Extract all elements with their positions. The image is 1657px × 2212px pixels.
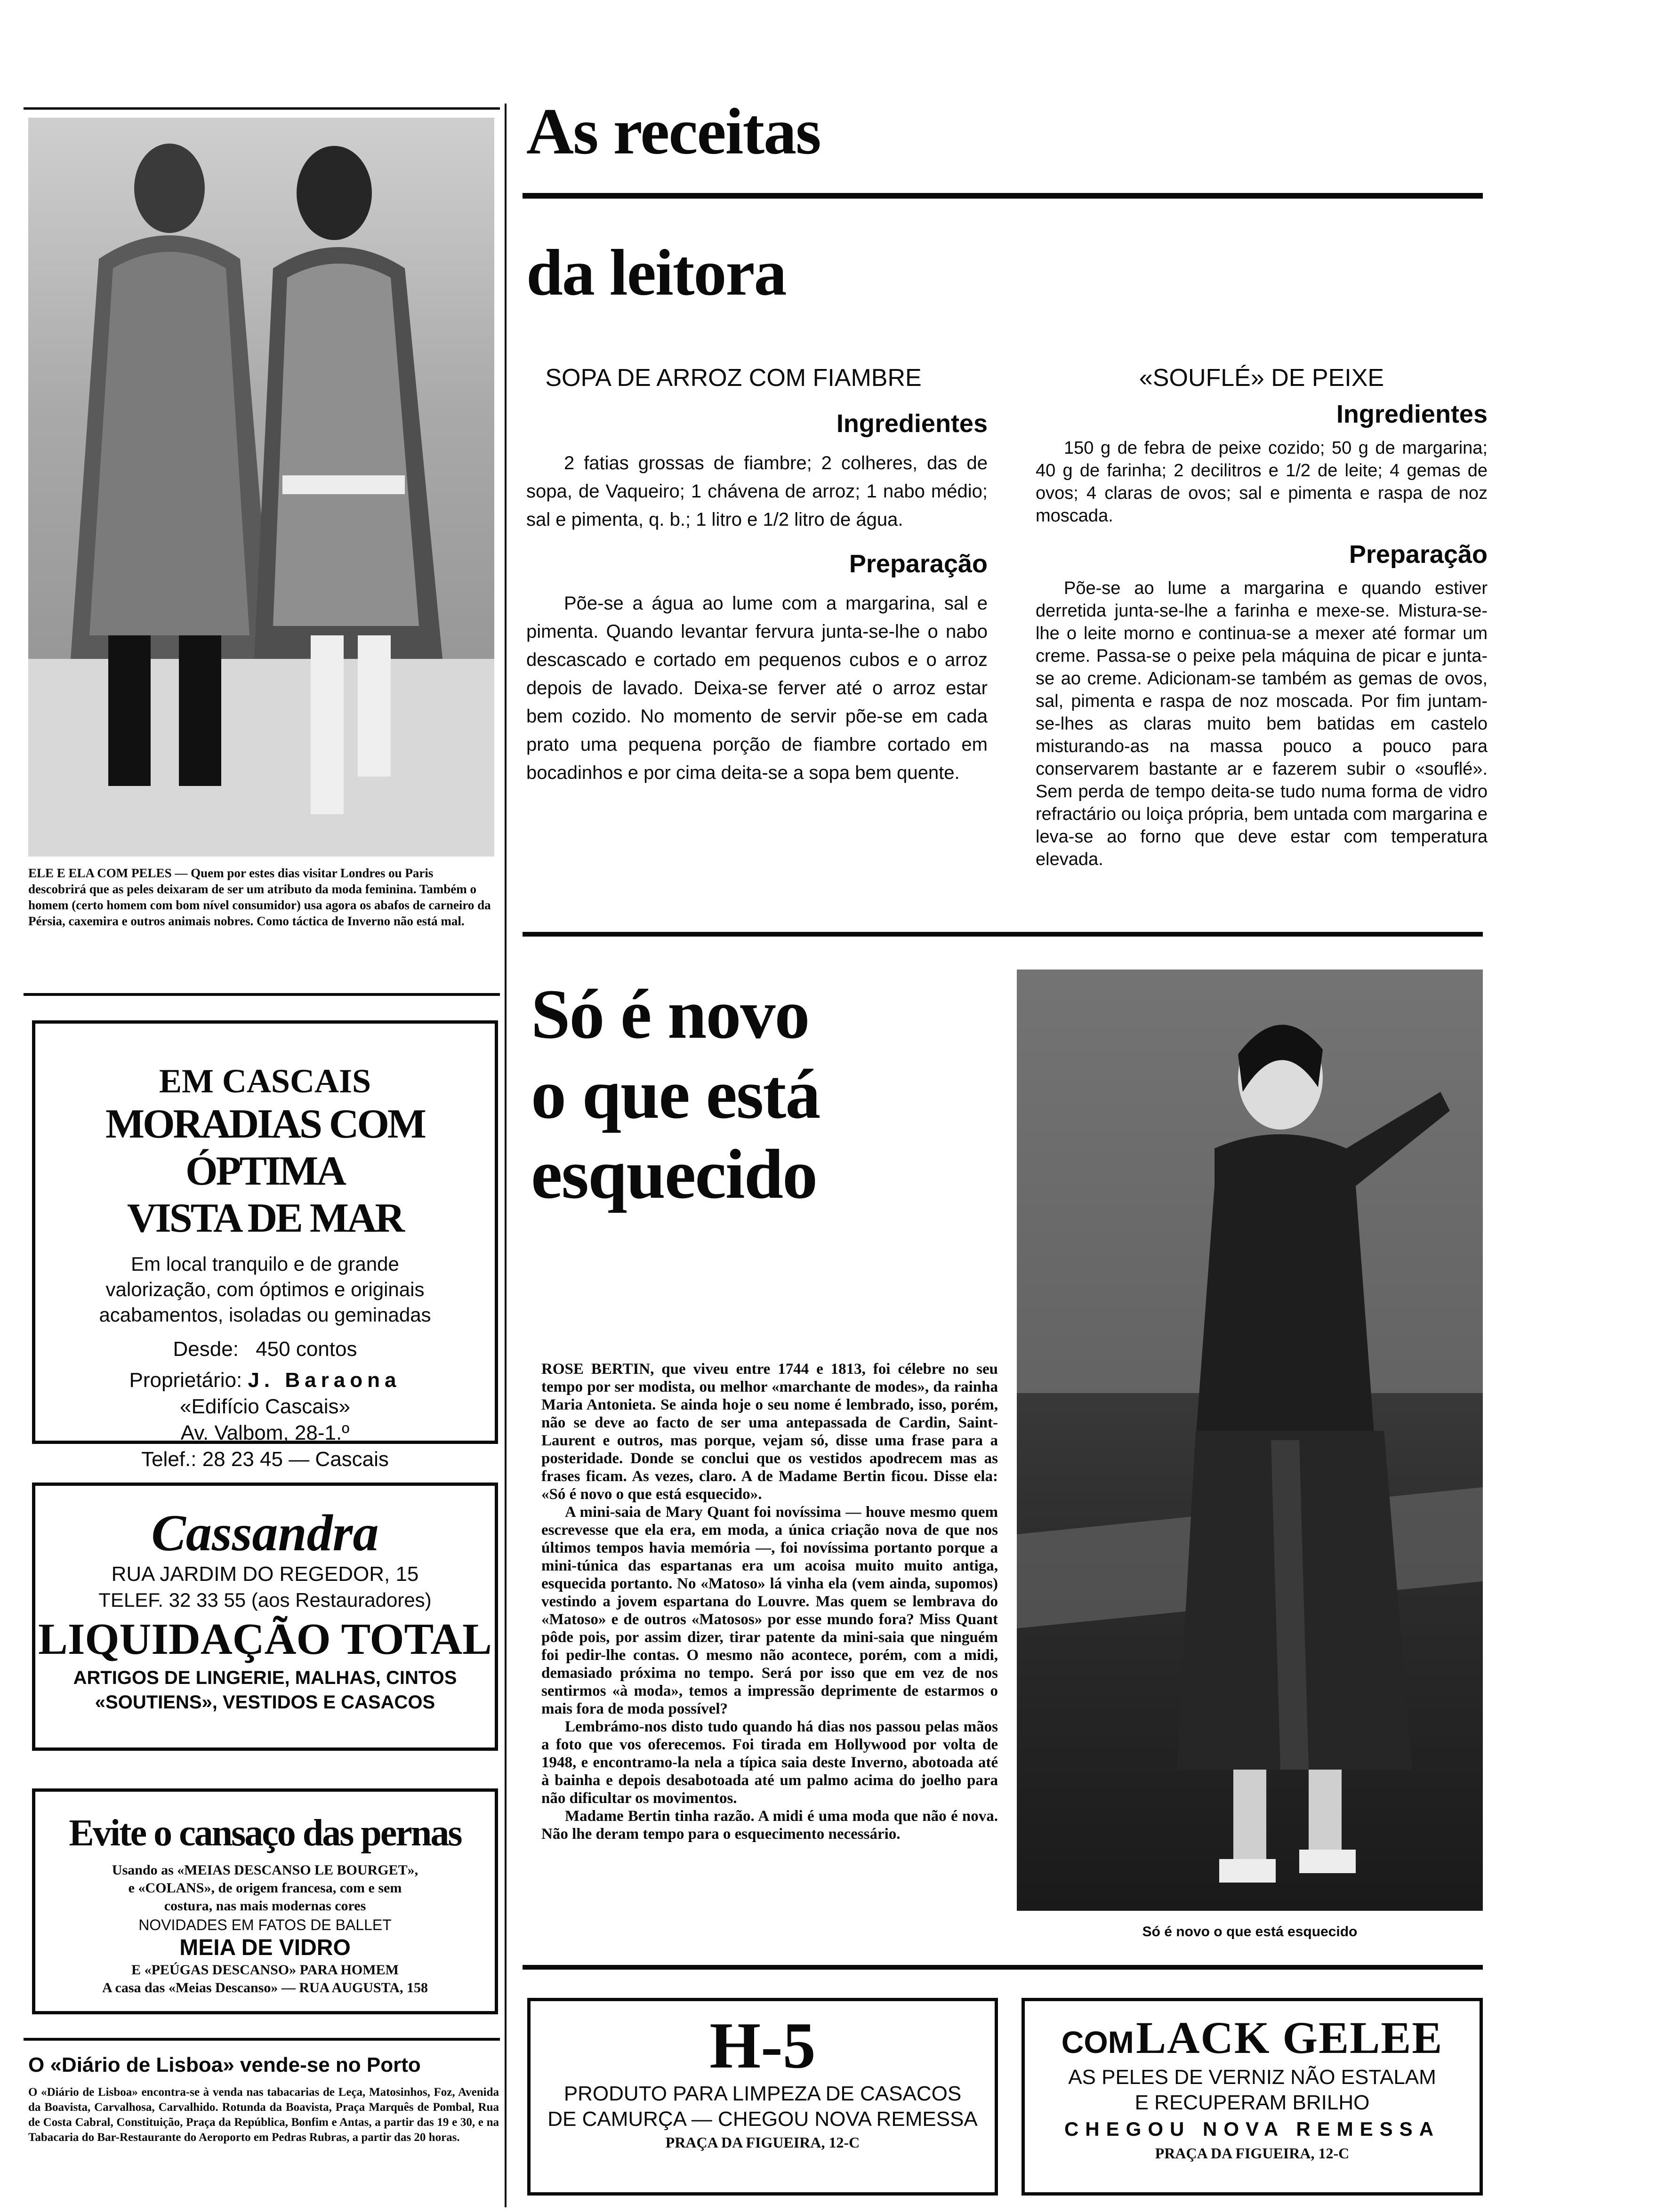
ad-cascais-price bbox=[35, 1336, 495, 1362]
ad-cascais-owner-label: Proprietário: bbox=[129, 1369, 242, 1392]
ad-pernas-line5: MEIA DE VIDRO bbox=[179, 1935, 351, 1960]
rule-after-recipes bbox=[523, 932, 1483, 937]
recipe2-ingredients: 150 g de febra de peixe cozido; 50 g de margarina; 40 g de farinha; 2 decilitros e 1/2 de leite; 4 gemas de ovos; 4 claras de ovos; sal e pimenta e raspa de noz moscada. bbox=[1036, 438, 1488, 526]
article-p4: Madame Bertin tinha razão. A midi é uma moda que não é nova. Não lhe deram tempo para o esquecimento necessário. bbox=[541, 1808, 998, 1843]
ad-cassandra-phone: TELEF. 32 33 55 (aos Restauradores) bbox=[98, 1589, 432, 1611]
recipe2-preparation-heading: Preparação bbox=[1349, 540, 1488, 569]
article-p1 bbox=[541, 1360, 998, 1503]
article-p3: Lembrámo-nos disto tudo quando há dias nos passou pelas mãos a foto que vos oferecemos. Foi tirada em Hollywood por volta de 1948, e encontramo-la nela a típica saia deste Inverno, abotoada até à bainha e depois desabotoada até um palmo acima do joelho para não dificultar os movimentos. bbox=[541, 1718, 998, 1807]
caption-lead: ELE E ELA COM PELES bbox=[28, 866, 172, 880]
ad-cascais-address: Av. Valbom, 28-1.º bbox=[180, 1421, 350, 1444]
ad-cascais-line3: VISTA DE MAR bbox=[127, 1195, 403, 1241]
ad-cascais-line1: EM CASCAIS bbox=[159, 1062, 371, 1100]
ad-cassandra bbox=[32, 1483, 498, 1751]
article-photo-caption: Só é novo o que está esquecido bbox=[1142, 1924, 1358, 1940]
ad-h5-line2: DE CAMURÇA — CHEGOU NOVA REMESSA bbox=[547, 2108, 978, 2131]
ad-cascais bbox=[32, 1020, 498, 1471]
ad-lack-address: PRAÇA DA FIGUEIRA, 12-C bbox=[1155, 2145, 1350, 2162]
ad-cassandra-headline: LIQUIDAÇÃO TOTAL bbox=[38, 1615, 492, 1664]
article-title-line1: Só é novo bbox=[531, 975, 809, 1053]
recipe1-name: SOPA DE ARROZ COM FIAMBRE bbox=[545, 364, 922, 392]
article-p2: A mini-saia de Mary Quant foi novíssima — houve mesmo quem escrevesse que ela era, em moda, a única criação nova de que nos últimos tempos havia memória —, foi novíssima portanto porque a mini-túnica das espartanas era um acoisa muito muito antiga, esquecida portanto. No «Matoso» lá vinha ela (vem ainda, supomos) vestindo a jovem espartana do Louvre. Mas quem se lembrava do «Matoso» e de outros «Matosos» por esse mundo fora? Miss Quant pôde pois, por assim dizer, tirar patente da mini-saia que ninguém foi pedir-lhe contas. O mesmo não acontece, porém, com a midi, demasiado próxima no tempo. Será por isso que em vez de nos sentirmos «à moda», temos a impressão deprimente de estarmos o mais fora de moda possível? bbox=[541, 1504, 998, 1717]
recipe1-preparation: Põe-se a água ao lume com a margarina, sal e pimenta. Quando levantar fervura junta-se-lhe o nabo descascado e cortado em pequenos cubos e o arroz depois de lavado. Deixa-se ferver até o arroz estar bem cozido. No momento de servir põe-se em cada prato uma pequena porção de fiambre cortado em bocadinhos e por cima deita-se a sopa bem quente. bbox=[526, 593, 988, 783]
ad-lack-line2: E RECUPERAM BRILHO bbox=[1134, 2091, 1370, 2114]
notice-porto bbox=[28, 2052, 499, 2145]
ad-pernas-line7: A casa das «Meias Descanso» — RUA AUGUSTA, 158 bbox=[102, 1980, 428, 1996]
recipe2-ingredients-heading: Ingredientes bbox=[1336, 400, 1488, 428]
ad-pernas-line2: e «COLANS», de origem francesa, com e sem bbox=[128, 1880, 402, 1896]
ad-pernas-line1: Usando as «MEIAS DESCANSO LE BOURGET», bbox=[112, 1862, 418, 1878]
ad-lack-prefix: COM bbox=[1061, 2025, 1134, 2060]
recipe1-preparation-heading: Preparação bbox=[849, 550, 988, 578]
rule-before-porto bbox=[24, 2038, 500, 2041]
rule-before-bottom-ads bbox=[523, 1965, 1483, 1970]
ad-cassandra-items1: ARTIGOS DE LINGERIE, MALHAS, CINTOS bbox=[73, 1667, 457, 1688]
ad-cascais-phone: Telef.: 28 23 45 — Cascais bbox=[141, 1448, 389, 1471]
ad-cascais-building: «Edifício Cascais» bbox=[180, 1395, 350, 1418]
woman-illustration bbox=[1017, 970, 1483, 1911]
recipe-sopa bbox=[526, 362, 988, 787]
recipe-soufle bbox=[1036, 362, 1488, 871]
notice-porto-headline: O «Diário de Lisboa» vende-se no Porto bbox=[28, 2053, 421, 2076]
ad-h5-brand: H-5 bbox=[709, 2009, 816, 2082]
recipe1-ingredients-heading: Ingredientes bbox=[836, 409, 988, 438]
ad-cascais-owner bbox=[35, 1367, 495, 1394]
ad-pernas-line4: NOVIDADES EM FATOS DE BALLET bbox=[138, 1916, 392, 1933]
ad-cassandra-items2: «SOUTIENS», VESTIDOS E CASACOS bbox=[95, 1692, 435, 1713]
caption-text: — Quem por estes dias visitar Londres ou Paris descobrirá que as peles deixaram de ser um atributo da moda feminina. Também o homem (certo homem com bom nível consumidor) usa agora os abafos de carneiro da Pérsia, caxemira e outros animais nobres. Como táctica de Inverno não está mal. bbox=[28, 866, 491, 928]
ad-meias-descanso bbox=[32, 1788, 498, 2014]
column-separator bbox=[505, 104, 507, 2207]
ad-cassandra-brand: Cassandra bbox=[151, 1504, 379, 1562]
ad-lack-headline bbox=[1025, 2012, 1480, 2065]
ad-lack-line1: AS PELES DE VERNIZ NÃO ESTALAM bbox=[1068, 2066, 1436, 2089]
recipes-title-line1: As receitas bbox=[526, 95, 820, 168]
ad-pernas-line6: E «PEÚGAS DESCANSO» PARA HOMEM bbox=[131, 1962, 399, 1978]
article-title bbox=[531, 974, 955, 1214]
couple-illustration bbox=[28, 118, 494, 857]
ad-lack-brand: LACK GELEE bbox=[1136, 2012, 1443, 2063]
article-title-line2: o que está bbox=[531, 1055, 820, 1133]
ad-lack-line3: CHEGOU NOVA REMESSA bbox=[1064, 2118, 1440, 2140]
article-lead-name: ROSE BERTIN bbox=[541, 1361, 651, 1378]
ad-cassandra-address: RUA JARDIM DO REGEDOR, 15 bbox=[111, 1563, 419, 1586]
rule-after-caption bbox=[24, 993, 500, 996]
ad-h5-line1: PRODUTO PARA LIMPEZA DE CASACOS bbox=[563, 2082, 962, 2105]
recipe1-ingredients: 2 fatias grossas de fiambre; 2 colheres, das de sopa, de Vaqueiro; 1 chávena de arroz; 1 nabo médio; sal e pimenta, q. b.; 1 litro e 1/2 litro de água. bbox=[526, 453, 988, 530]
ad-lack-gelee bbox=[1022, 1998, 1483, 2196]
recipe2-preparation: Põe-se ao lume a margarina e quando estiver derretida junta-se-lhe a farinha e mexe-se. Mistura-se-lhe o leite morno e continua-se a mexer até formar um creme. Passa-se o peixe pela máquina de picar e junta-se ao creme. Adicionam-se também as gemas de ovos, sal, pimenta e raspa de noz moscada. Por fim juntam-se-lhes as claras muito bem batidas em castelo misturando-as na massa pouco a pouco para conservarem bastante ar e fazerem subir o «souflé». Sem perda de tempo deita-se tudo numa forma de vidro refractário ou loiça própria, bem untada com margarina e leva-se ao forno que deve estar com temperatura elevada. bbox=[1036, 578, 1488, 869]
photo-woman-midi-skirt bbox=[1017, 970, 1483, 1911]
ad-cascais-price-value: 450 contos bbox=[256, 1338, 357, 1361]
ad-h5 bbox=[527, 1998, 998, 2196]
recipe2-name: «SOUFLÉ» DE PEIXE bbox=[1139, 364, 1384, 392]
article-p1-text: , que viveu entre 1744 e 1813, foi célebre no seu tempo por ser modista, ou melhor «marchante de modes», da rainha Maria Antonieta. Se ainda hoje o seu nome é lembrado, isso, porém, não se deve ao facto de ser uma antepassada de Cardin, Saint-Laurent e outros, mas porque, vejam só, disse uma frase para a posteridade. Donde se conclui que os vestidos apodrecem mas as frases ficam. As vezes, claro. A de Madame Bertin ficou. Disse ela: «Só é novo o que está esquecido». bbox=[541, 1361, 998, 1503]
recipes-title-line2: da leitora bbox=[526, 236, 786, 309]
ad-cascais-line2: MORADIAS COM ÓPTIMA bbox=[105, 1101, 425, 1194]
notice-porto-body: O «Diário de Lisboa» encontra-se à venda nas tabacarias de Leça, Matosinhos, Foz, Avenida da Boavista, Carvalhosa, Carvalhido. Rotunda da Boavista, Praça Marquês de Pombal, Rua de Costa Cabral, Constituição, Praça da República, Bonfim e Antas, a partir das 19 e 30, e na Tabacaria do Bar-Restaurante do Aeroporto em Pedras Rubras, a partir das 20 horas. bbox=[28, 2086, 499, 2144]
ad-pernas-line3: costura, nas mais modernas cores bbox=[164, 1898, 366, 1914]
ad-pernas-headline: Evite o cansaço das pernas bbox=[69, 1812, 461, 1854]
article-title-line3: esquecido bbox=[531, 1135, 817, 1213]
photo-couple-in-furs bbox=[28, 118, 494, 857]
photo-caption-couple bbox=[28, 865, 494, 929]
recipes-title-rule bbox=[523, 193, 1483, 199]
article-body bbox=[541, 1360, 998, 1843]
ad-h5-address: PRAÇA DA FIGUEIRA, 12-C bbox=[665, 2134, 860, 2151]
ad-cascais-owner-name: J. Baraona bbox=[248, 1369, 401, 1392]
ad-cascais-body: Em local tranquilo e de grande valorização, com óptimos e originais acabamentos, isoladas ou geminadas bbox=[99, 1253, 431, 1326]
top-left-rule bbox=[24, 107, 500, 110]
ad-cascais-price-label: Desde: bbox=[173, 1338, 239, 1361]
